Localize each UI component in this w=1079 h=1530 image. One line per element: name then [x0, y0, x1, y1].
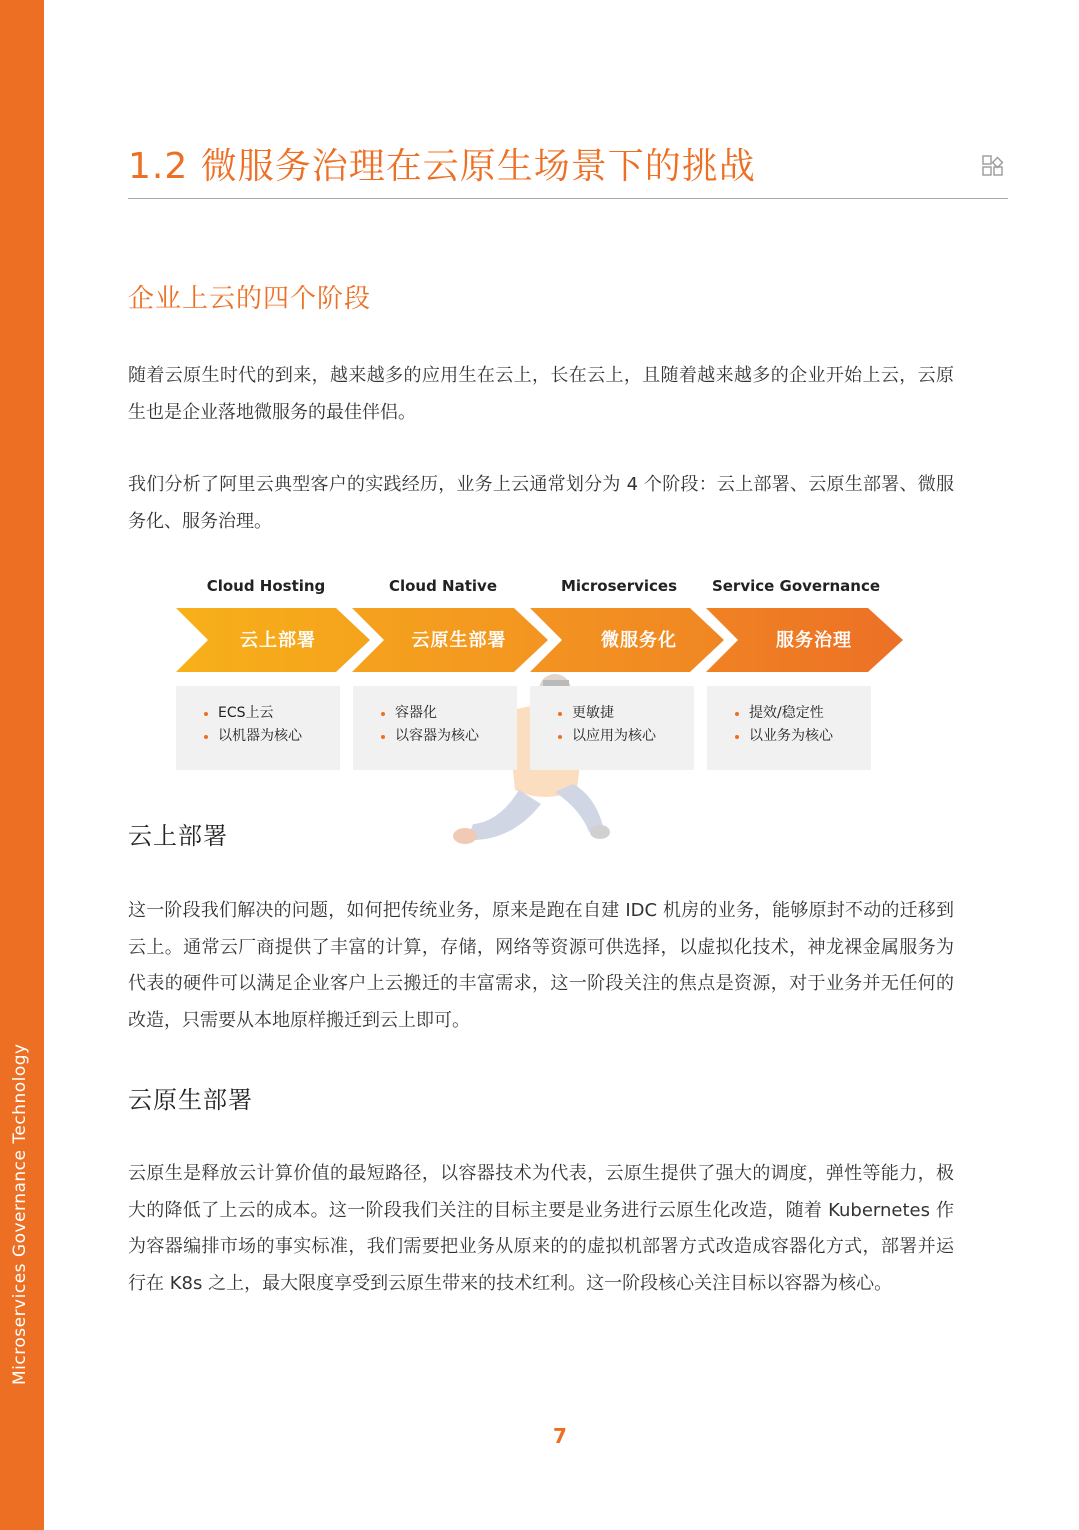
- stage-label-en: Service Governance: [711, 577, 881, 595]
- stage-label-en: Cloud Native: [388, 577, 498, 595]
- stage-label-cn: 云原生部署: [411, 630, 507, 651]
- section-title: 企业上云的四个阶段: [128, 284, 372, 314]
- stage-point: 提效/稳定性: [733, 702, 871, 725]
- stage-card: [176, 686, 340, 770]
- section-paragraph: 这一阶段我们解决的问题，如何把传统业务，原来是跑在自建 IDC 机房的业务，能够原封不动的迁移到云上。通常云厂商提供了丰富的计算，存储，网络等资源可供选择，以虚拟化技术，神龙裸金属服务为代表的硬件可以满足企业客户上云搬迁的丰富需求，这一阶段关注的焦点是资源，对于业务并无任何的改造，只需要从本地原样搬迁到云上即可。: [128, 900, 954, 1031]
- page-title: 1.2 微服务治理在云原生场景下的挑战: [128, 146, 756, 187]
- stage-point: 以应用为核心: [556, 725, 694, 748]
- intro-paragraph: 我们分析了阿里云典型客户的实践经历，业务上云通常划分为 4 个阶段：云上部署、云原生部署、微服务化、服务治理。: [128, 474, 954, 532]
- stage-card: [530, 686, 694, 770]
- stage-label-cn: 云上部署: [240, 630, 316, 651]
- stage-point: 容器化: [379, 702, 517, 725]
- section-paragraph: 云原生是释放云计算价值的最短路径，以容器技术为代表，云原生提供了强大的调度，弹性等能力，极大的降低了上云的成本。这一阶段我们关注的目标主要是业务进行云原生化改造，随着 Kubernetes 作为容器编排市场的事实标准，我们需要把业务从原来的的虚拟机部署方式改造成容器化方式，部署并运行在 K8s 之上，最大限度享受到云原生带来的技术红利。这一阶段核心关注目标以容器为核心。: [128, 1163, 954, 1294]
- stage-label-cn: 服务治理: [776, 630, 852, 651]
- stage-label-en: Cloud Hosting: [206, 577, 326, 595]
- stage-label-cn: 微服务化: [601, 630, 677, 651]
- stage-arrows: [0, 0, 1079, 680]
- page-number: 7: [553, 1424, 567, 1448]
- stage-card: [353, 686, 517, 770]
- stage-point: ECS上云: [202, 702, 340, 725]
- stage-point: 以机器为核心: [202, 725, 340, 748]
- stage-card: [707, 686, 871, 770]
- side-bar-text: Microservices Governance Technology: [10, 1043, 30, 1385]
- stage-label-en: Microservices: [560, 577, 678, 595]
- section-heading: 云原生部署: [128, 1086, 253, 1114]
- intro-paragraph: 随着云原生时代的到来，越来越多的应用生在云上，长在云上，且随着越来越多的企业开始上云，云原生也是企业落地微服务的最佳伴侣。: [128, 365, 954, 423]
- stage-point: 以容器为核心: [379, 725, 517, 748]
- stage-point: 以业务为核心: [733, 725, 871, 748]
- stage-point: 更敏捷: [556, 702, 694, 725]
- section-heading: 云上部署: [128, 822, 228, 850]
